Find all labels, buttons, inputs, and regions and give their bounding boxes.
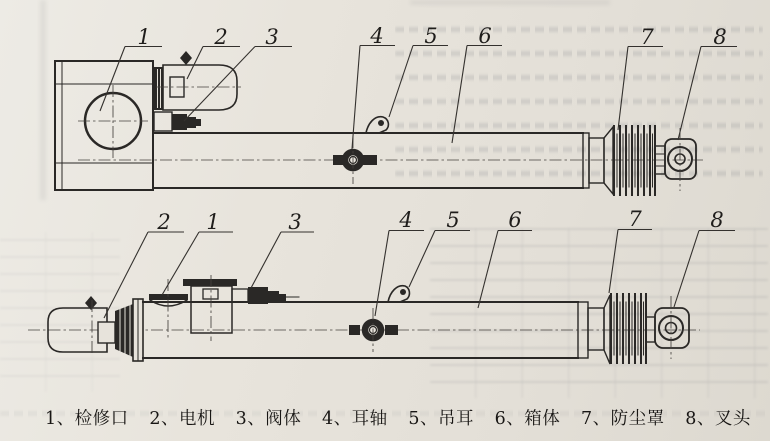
svg-text:1: 1 — [206, 210, 220, 234]
lifting-lug-front — [388, 286, 409, 302]
front-view — [28, 207, 735, 364]
svg-text:7: 7 — [628, 207, 642, 231]
front-callout-8 — [674, 208, 735, 307]
plan-callout-6 — [452, 24, 502, 143]
svg-text:4: 4 — [399, 208, 413, 232]
valve-body-plan — [154, 112, 201, 131]
front-callout-6 — [478, 208, 532, 308]
svg-text:6: 6 — [478, 24, 492, 48]
plan-callout-7 — [618, 25, 663, 130]
svg-text:3: 3 — [265, 25, 279, 49]
trunnion-plan — [333, 136, 377, 184]
tank-box — [55, 61, 153, 190]
plan-callout-4 — [352, 24, 395, 149]
front-callout-3 — [251, 210, 314, 288]
motor-front — [48, 296, 115, 356]
svg-text:2: 2 — [157, 210, 171, 234]
svg-text:4: 4 — [370, 24, 384, 48]
dust-cover-bellows-front — [611, 294, 646, 363]
svg-text:1: 1 — [137, 25, 151, 49]
motor-flange — [154, 67, 163, 110]
trunnion-front — [349, 308, 398, 352]
inspection-port-circle — [78, 85, 148, 158]
cylinder-body-plan — [78, 133, 703, 188]
fork-head-front — [655, 296, 689, 359]
fork-head-plan — [665, 128, 696, 191]
parts-legend — [45, 404, 751, 430]
motor-junction-box — [98, 322, 115, 343]
svg-text:2: 2 — [214, 25, 228, 49]
legend-item-box-body: 6、箱体 — [494, 408, 561, 429]
legend-item-trunnion: 4、耳轴 — [321, 408, 388, 429]
legend-item-dust-cover: 7、防尘罩 — [580, 408, 665, 429]
front-callout-5 — [409, 208, 470, 287]
legend-item-fork-head: 8、叉头 — [685, 408, 751, 429]
inspection-cover — [149, 279, 188, 340]
svg-text:6: 6 — [508, 208, 522, 232]
legend-item-inspection-port: 1、检修口 — [45, 408, 129, 429]
svg-text:5: 5 — [446, 208, 460, 232]
rod-end-front — [578, 294, 689, 364]
svg-text:8: 8 — [713, 25, 727, 49]
legend-item-motor: 2、电机 — [149, 408, 215, 429]
legend-item-valve-body: 3、阀体 — [235, 408, 302, 429]
dust-cover-bellows-plan — [614, 126, 655, 195]
motor-eyebolt-icon — [180, 51, 192, 65]
gland — [589, 138, 604, 183]
plan-callout-3 — [184, 25, 292, 121]
svg-text:3: 3 — [288, 210, 302, 234]
svg-text:7: 7 — [640, 25, 654, 49]
svg-text:5: 5 — [424, 24, 438, 48]
plan-view — [55, 24, 737, 195]
motor-plan — [154, 51, 241, 110]
coupling-bell — [115, 304, 133, 357]
front-callout-7 — [609, 207, 652, 293]
valve-body-front — [183, 275, 299, 341]
rod-collar — [646, 317, 655, 342]
svg-text:8: 8 — [710, 208, 724, 232]
lifting-lug-plan — [366, 117, 388, 133]
plan-callout-5 — [389, 24, 448, 117]
gland — [588, 308, 604, 350]
legend-item-lifting-lug: 5、吊耳 — [408, 408, 474, 429]
valve-side-port — [232, 289, 248, 302]
plan-callout-8 — [678, 25, 737, 140]
front-callout-4 — [375, 208, 424, 316]
